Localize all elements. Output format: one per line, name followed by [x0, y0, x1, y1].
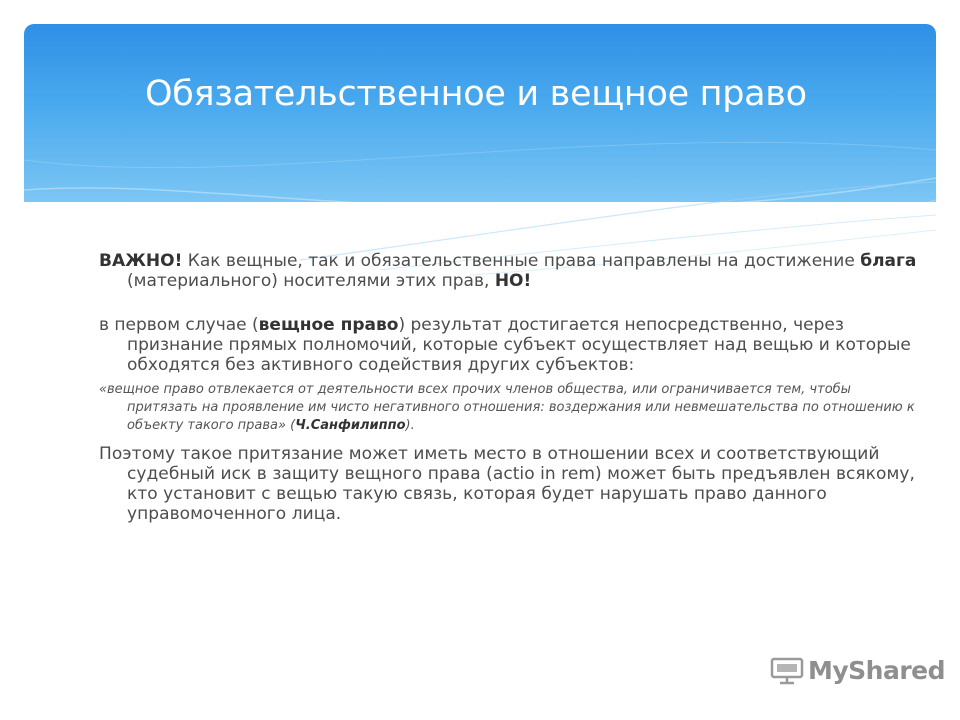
quote-author: Ч.Санфилиппо — [295, 418, 406, 433]
slide-title: Обязательственное и вещное право — [145, 74, 807, 114]
quote-sanfilippo: «вещное право отвлекается от деятельности всех прочих членов общества, или ограничивается тем, чтобы притязать на проявление им чисто негативного отношения: воздержания или невмешательства по отношению к объекту такого права» (Ч.Санфилиппо). — [99, 382, 915, 433]
slide-content — [99, 251, 917, 524]
paragraph-important: ВАЖНО! Как вещные, так и обязательственные права направлены на достижение блага (материального) носителями этих прав, НО! — [99, 251, 917, 291]
paragraph-first-case: в первом случае (вещное право) результат достигается непосредственно, через признание прямых полномочий, которые субъект осуществляет над вещью и которые обходятся без активного содействия других субъектов: — [99, 315, 911, 375]
important-label: ВАЖНО! — [99, 251, 183, 271]
watermark — [770, 656, 945, 685]
presentation-board-icon — [770, 657, 804, 685]
watermark-text: MyShared — [808, 656, 946, 685]
paragraph-therefore: Поэтому такое притязание может иметь место в отношении всех и соответствующий судебный иск в защиту вещного права (actio in rem) может быть предъявлен всякому, кто установит с вещью такую связь, которая будет нарушать право данного управомоченного лица. — [99, 444, 915, 524]
